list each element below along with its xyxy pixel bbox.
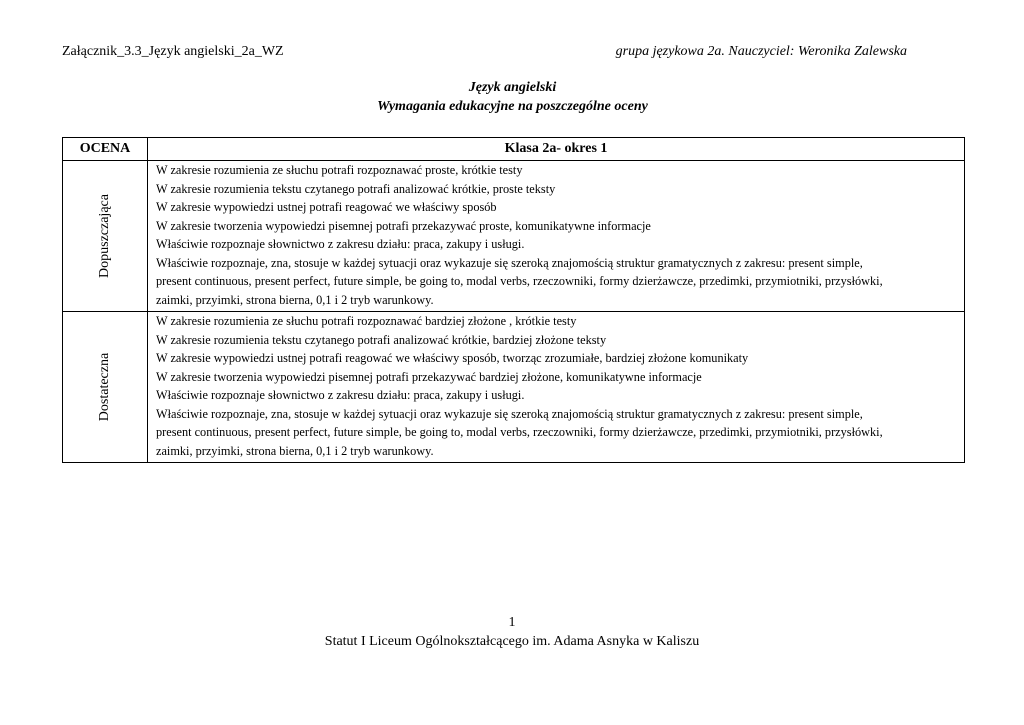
requirements-cell [148, 161, 965, 312]
page-footer [0, 613, 1024, 651]
column-header-class: Klasa 2a- okres 1 [148, 138, 965, 161]
requirements-table [62, 137, 965, 463]
title-subject: Język angielski [468, 80, 557, 95]
requirement-line: W zakresie wypowiedzi ustnej potrafi reagować we właściwy sposób, tworząc zrozumiałe, bardziej złożone komunikaty [156, 351, 749, 365]
grade-cell [63, 161, 148, 312]
requirement-line: present continuous, present perfect, future simple, be going to, modal verbs, rzeczowniki, formy dzierżawcze, przedimki, przymiotniki, przysłówki, [156, 274, 883, 288]
requirement-line: W zakresie rozumienia ze słuchu potrafi rozpoznawać bardziej złożone , krótkie testy [156, 314, 577, 328]
requirement-line: W zakresie rozumienia ze słuchu potrafi rozpoznawać proste, krótkie testy [156, 163, 523, 177]
requirement-line: Właściwie rozpoznaje, zna, stosuje w każdej sytuacji oraz wykazuje się szeroką znajomością struktur gramatycznych z zakresu: present simple, [156, 406, 863, 421]
requirement-line: W zakresie tworzenia wypowiedzi pisemnej potrafi przekazywać proste, komunikatywne informacje [156, 218, 651, 233]
requirement-line: W zakresie rozumienia tekstu czytanego potrafi analizować krótkie, bardziej złożone teksty [156, 332, 607, 347]
grade-label: Dopuszczająca [97, 194, 112, 278]
requirement-line: zaimki, przyimki, strona bierna, 0,1 i 2 tryb warunkowy. [156, 292, 434, 307]
requirement-line: W zakresie tworzenia wypowiedzi pisemnej potrafi przekazywać bardziej złożone, komunikatywne informacje [156, 369, 702, 384]
requirement-line: Właściwie rozpoznaje słownictwo z zakresu działu: praca, zakupy i usługi. [156, 237, 525, 251]
requirements-cell [148, 312, 965, 463]
grade-cell [63, 312, 148, 463]
column-header-grade: OCENA [63, 138, 148, 161]
grade-label: Dostateczna [97, 352, 112, 422]
requirement-line: present continuous, present perfect, future simple, be going to, modal verbs, rzeczowniki, formy dzierżawcze, przedimki, przymiotniki, przysłówki, [156, 425, 883, 439]
requirement-line: W zakresie rozumienia tekstu czytanego potrafi analizować krótkie, proste teksty [156, 181, 556, 196]
title-requirements: Wymagania edukacyjne na poszczególne oceny [377, 99, 648, 114]
table-row [63, 161, 965, 312]
footer-school-statute: Statut I Liceum Ogólnokształcącego im. Adama Asnyka w Kaliszu [324, 634, 700, 649]
document-title [62, 78, 963, 116]
table-header-row [63, 138, 965, 161]
header-attachment-label: Załącznik_3.3_Język angielski_2a_WZ [62, 44, 284, 59]
requirement-line: zaimki, przyimki, strona bierna, 0,1 i 2 tryb warunkowy. [156, 443, 434, 458]
table-row [63, 312, 965, 463]
header-group-teacher: grupa językowa 2a. Nauczyciel: Weronika Zalewska [615, 44, 907, 59]
requirement-line: Właściwie rozpoznaje, zna, stosuje w każdej sytuacji oraz wykazuje się szeroką znajomością struktur gramatycznych z zakresu: present simple, [156, 255, 863, 270]
requirement-line: Właściwie rozpoznaje słownictwo z zakresu działu: praca, zakupy i usługi. [156, 388, 525, 402]
page-number: 1 [508, 615, 516, 630]
requirement-line: W zakresie wypowiedzi ustnej potrafi reagować we właściwy sposób [156, 200, 497, 214]
